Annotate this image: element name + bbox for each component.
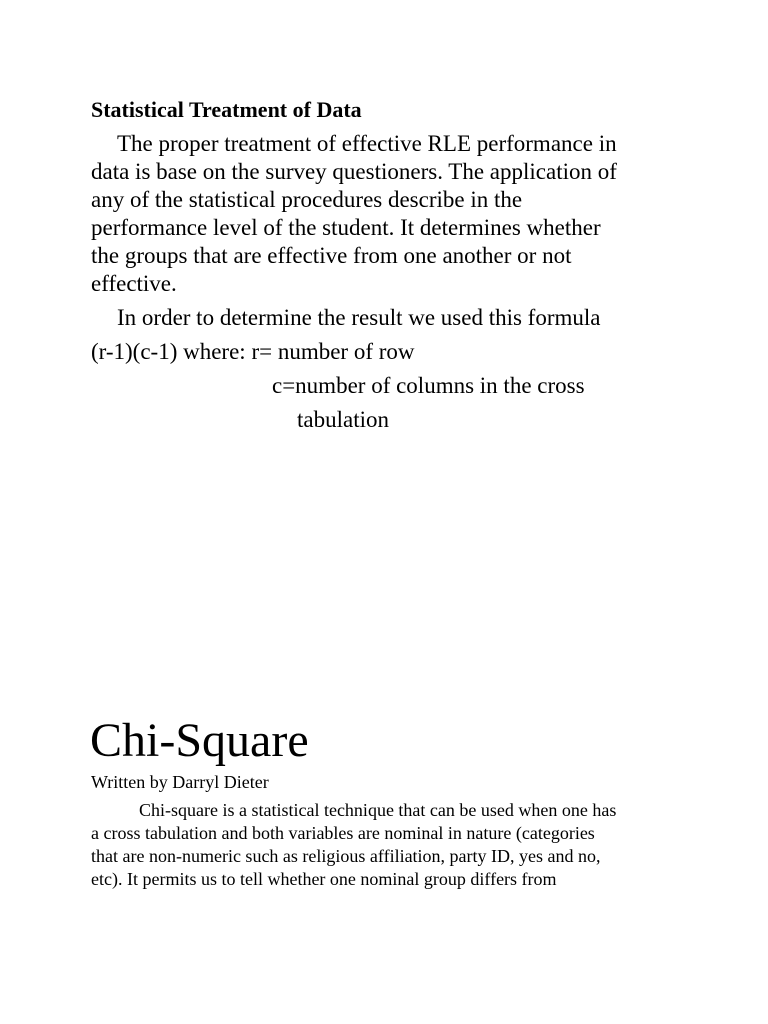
paragraph-line: effective. (91, 271, 177, 296)
formula-definition-continuation: tabulation (297, 407, 389, 432)
paragraph-line: The proper treatment of effective RLE performance in (117, 131, 617, 156)
paragraph-line: Chi-square is a statistical technique that can be used when one has (139, 800, 617, 820)
paragraph-statistical-treatment (91, 130, 617, 298)
paragraph-line: any of the statistical procedures describe in the (91, 187, 523, 212)
paragraph-line: a cross tabulation and both variables are nominal in nature (categories (91, 823, 595, 843)
formula-line: (r-1)(c-1) where: r= number of row (91, 339, 415, 364)
paragraph-line: that are non-numeric such as religious affiliation, party ID, yes and no, (91, 846, 601, 866)
chi-square-paragraph (91, 799, 616, 891)
paragraph-line: performance level of the student. It determines whether (91, 215, 601, 240)
paragraph-line: etc). It permits us to tell whether one nominal group differs from (91, 869, 557, 889)
author-byline: Written by Darryl Dieter (91, 772, 269, 792)
chi-square-title: Chi-Square (90, 714, 309, 767)
paragraph-line: the groups that are effective from one another or not (91, 243, 572, 268)
section-heading: Statistical Treatment of Data (91, 97, 362, 122)
paragraph-formula-intro: In order to determine the result we used this formula (117, 305, 601, 330)
paragraph-line: data is base on the survey questioners. The application of (91, 159, 617, 184)
formula-definition-columns: c=number of columns in the cross (272, 373, 585, 398)
